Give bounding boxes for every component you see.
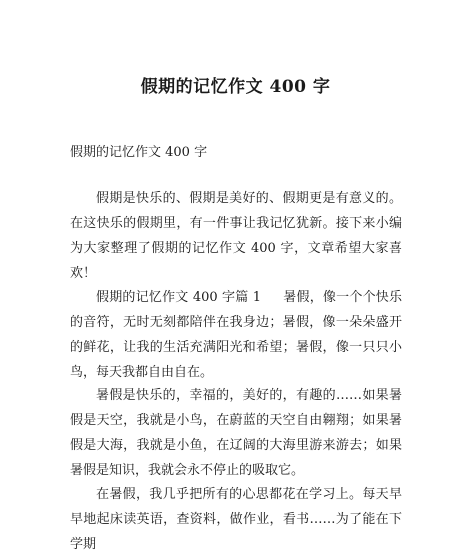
document-title: 假期的记忆作文 400 字 <box>140 77 331 97</box>
paragraph-text: 假期是快乐的、假期是美好的、假期更是有意义的。在这快乐的假期里，有一件事让我记忆犹新。接下来小编为大家整理了假期的记忆作文 400 字，文章希望大家喜欢！ <box>70 191 402 281</box>
paragraph <box>70 383 402 483</box>
paragraph-text: 在暑假，我几乎把所有的心思都花在学习上。每天早早地起床读英语，查资料，做作业，看书……为了能在下学期 <box>70 487 402 552</box>
document-subtitle: 假期的记忆作文 400 字 <box>70 145 208 160</box>
paragraph <box>70 482 402 557</box>
paragraph <box>70 186 402 286</box>
paragraph-text: 暑假是快乐的，幸福的，美好的，有趣的……如果暑假是天空，我就是小鸟，在蔚蓝的天空自由翱翔；如果暑假是大海，我就是小鱼，在辽阔的大海里游来游去；如果暑假是知识，我就会永不停止的吸取它。 <box>70 388 402 478</box>
paragraph <box>70 285 402 385</box>
paragraph-heading: 假期的记忆作文 400 字篇 1 <box>96 290 262 305</box>
paragraph-text: 暑假，像一个个快乐的音符，无时无刻都陪伴在我身边；暑假，像一朵朵盛开的鲜花，让我的生活充满阳光和希望；暑假，像一只只小鸟，每天我都自由自在。 <box>70 290 402 380</box>
